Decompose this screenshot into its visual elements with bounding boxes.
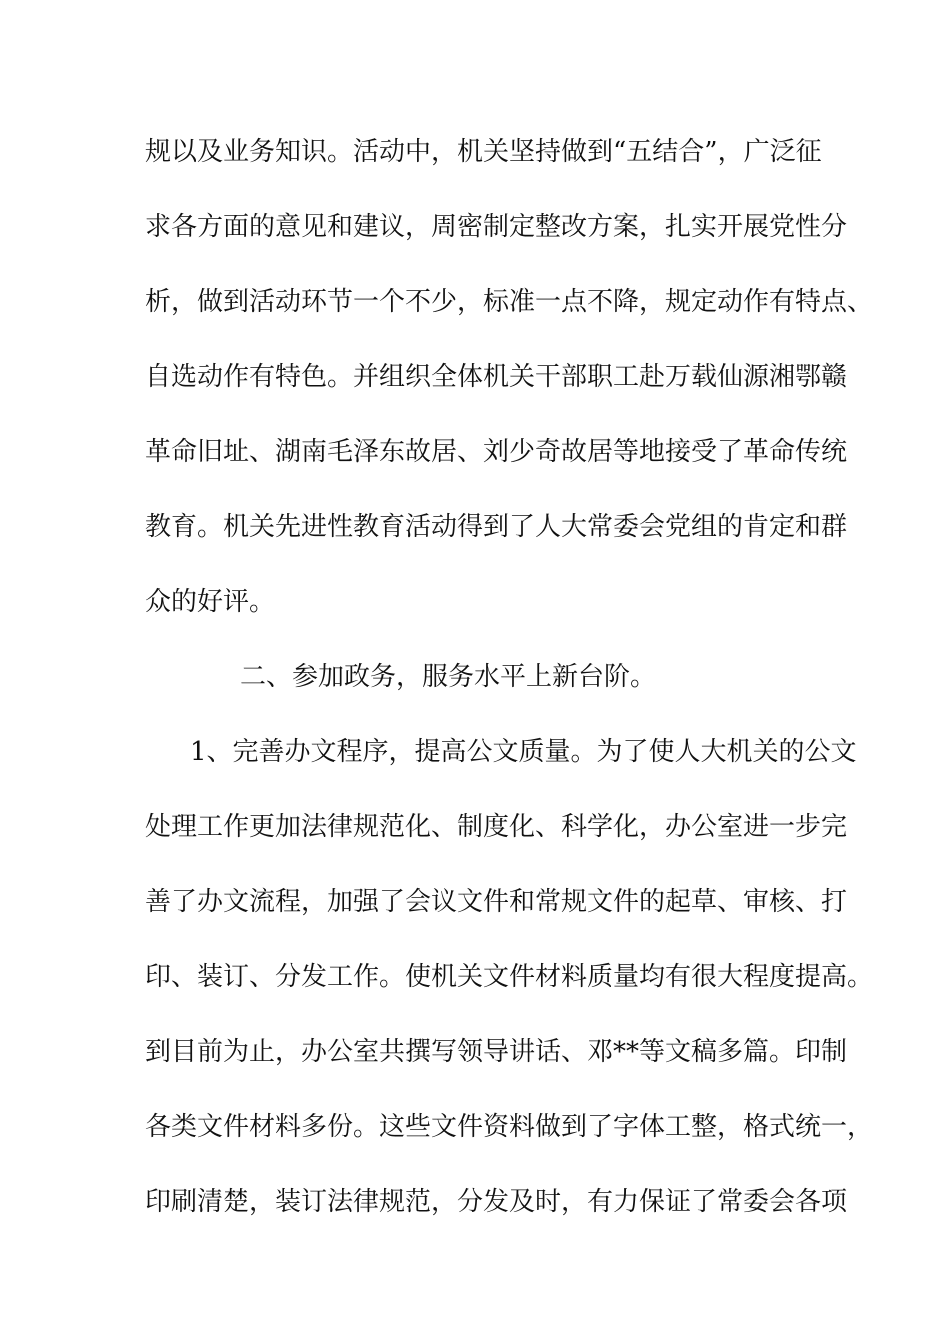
body-text-line: 到目前为止，办公室共撰写领导讲话、邓**等文稿多篇。印制 bbox=[145, 1037, 848, 1067]
body-text-line: 求各方面的意见和建议，周密制定整改方案，扎实开展党性分 bbox=[145, 212, 848, 242]
body-text-line: 印刷清楚，装订法律规范，分发及时，有力保证了常委会各项 bbox=[145, 1187, 848, 1217]
body-text-line: 教育。机关先进性教育活动得到了人大常委会党组的肯定和群 bbox=[145, 512, 848, 542]
body-text-line: 印、装订、分发工作。使机关文件材料质量均有很大程度提高。 bbox=[145, 962, 874, 992]
body-text-line: 善了办文流程，加强了会议文件和常规文件的起草、审核、打 bbox=[145, 887, 848, 917]
body-text-line: 革命旧址、湖南毛泽东故居、刘少奇故居等地接受了革命传统 bbox=[145, 437, 848, 467]
body-text-line: 规以及业务知识。活动中，机关坚持做到“五结合”，广泛征 bbox=[145, 137, 822, 167]
body-text-line: 1、完善办文程序，提高公文质量。为了使人大机关的公文 bbox=[190, 737, 857, 767]
body-text-line: 自选动作有特色。并组织全体机关干部职工赴万载仙源湘鄂赣 bbox=[145, 362, 848, 392]
section-heading: 二、参加政务，服务水平上新台阶。 bbox=[240, 662, 657, 692]
body-text-line: 析，做到活动环节一个不少，标准一点不降，规定动作有特点、 bbox=[145, 287, 874, 317]
body-text-line: 处理工作更加法律规范化、制度化、科学化，办公室进一步完 bbox=[145, 812, 848, 842]
body-text-line: 众的好评。 bbox=[145, 587, 276, 617]
body-text-line: 各类文件材料多份。这些文件资料做到了字体工整，格式统一， bbox=[145, 1112, 874, 1142]
